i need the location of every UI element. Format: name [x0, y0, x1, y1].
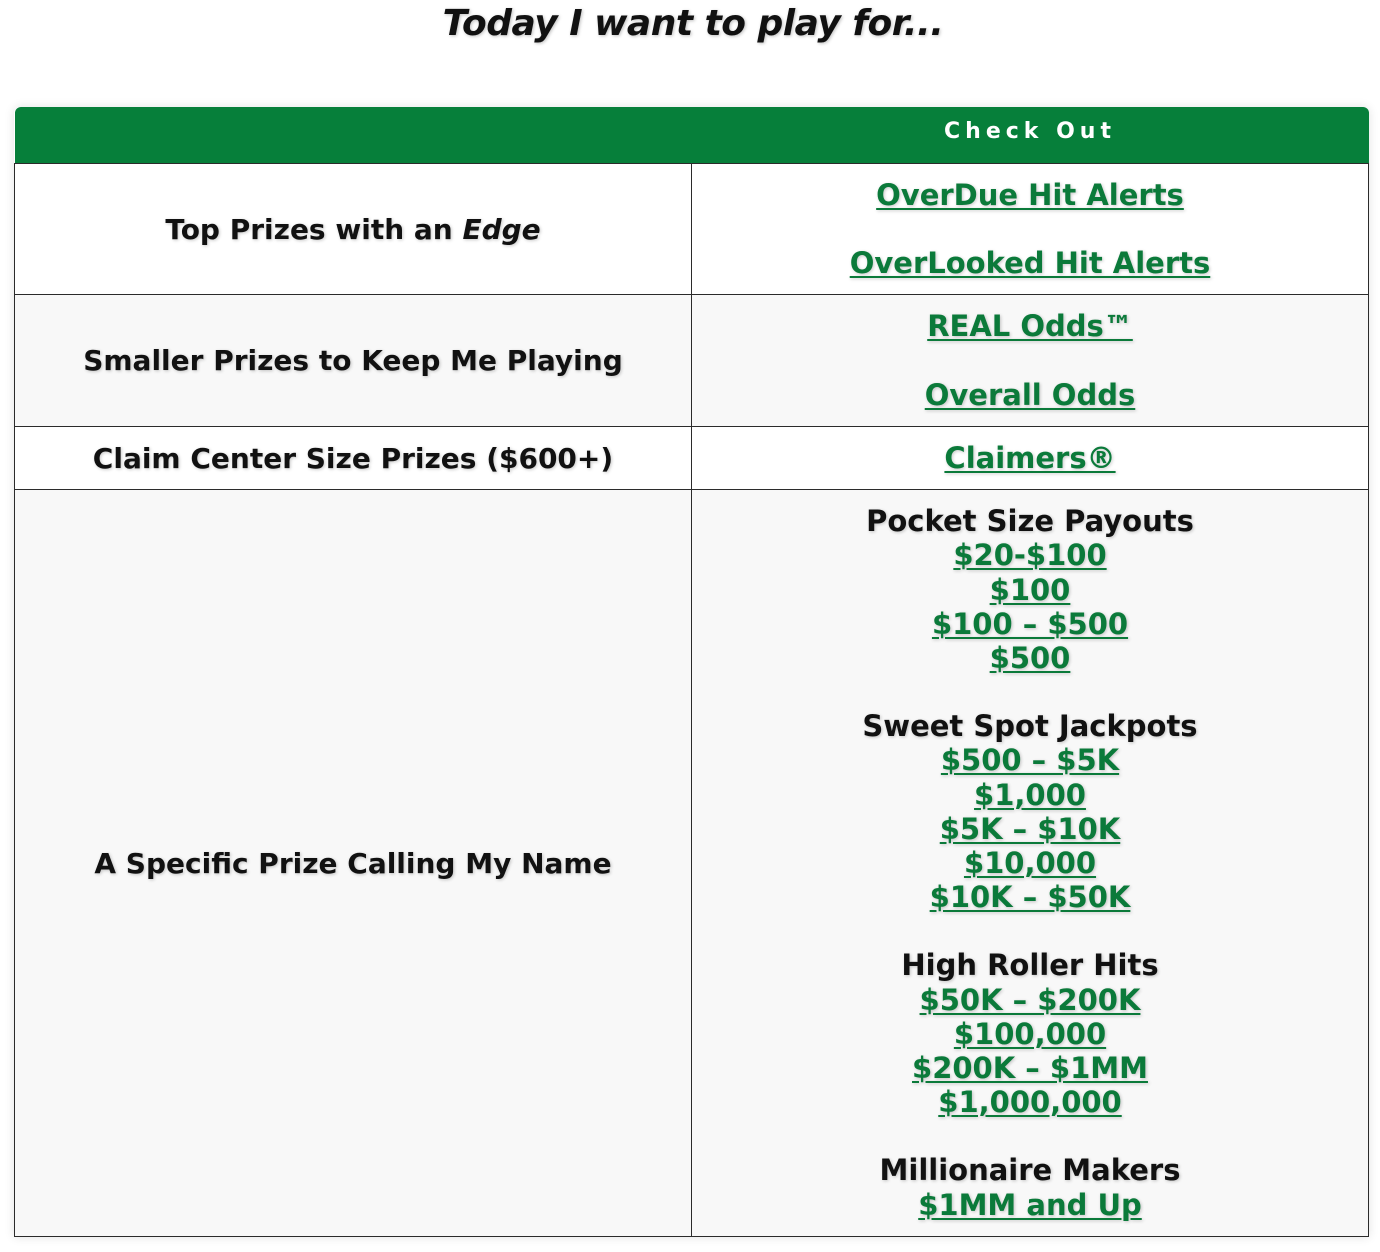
- header-check-out-label: Check Out: [944, 118, 1116, 144]
- link-50k-200k[interactable]: $50K – $200K: [919, 982, 1141, 1017]
- row-label-claim-center: Claim Center Size Prizes ($600+): [15, 427, 692, 490]
- table-row: [15, 427, 1369, 490]
- link-1000[interactable]: $1,000: [974, 777, 1086, 812]
- link-100[interactable]: $100: [989, 572, 1071, 607]
- row-links-smaller-prizes: [692, 295, 1369, 427]
- edge-emphasis: Edge: [462, 212, 541, 246]
- row-label-smaller-prizes: Smaller Prizes to Keep Me Playing: [15, 295, 692, 427]
- row-label-top-prizes: Top Prizes with an Edge: [15, 164, 692, 295]
- row-links-specific-prize: [692, 490, 1369, 1237]
- table-row: [15, 164, 1369, 295]
- prize-table: [14, 107, 1369, 1237]
- table-header-row: [15, 107, 1369, 164]
- group-title-millionaire: Millionaire Makers: [879, 1153, 1181, 1188]
- link-10000[interactable]: $10,000: [963, 846, 1097, 880]
- link-claimers[interactable]: Claimers®: [944, 440, 1116, 475]
- table-row: [15, 295, 1369, 427]
- row-links-top-prizes: [692, 164, 1369, 295]
- table-row: [15, 490, 1369, 1237]
- row-label-specific-prize: A Specific Prize Calling My Name: [15, 490, 692, 1237]
- group-title-sweet-spot: Sweet Spot Jackpots: [862, 709, 1198, 744]
- link-overall-odds[interactable]: Overall Odds: [924, 377, 1136, 412]
- link-200k-1mm[interactable]: $200K – $1MM: [912, 1051, 1148, 1086]
- link-500-5k[interactable]: $500 – $5K: [940, 743, 1120, 778]
- group-title-pocket-size: Pocket Size Payouts: [866, 504, 1194, 539]
- link-100000[interactable]: $100,000: [953, 1016, 1107, 1051]
- link-1mm-and-up[interactable]: $1MM and Up: [918, 1187, 1142, 1222]
- row-links-claim-center: [692, 427, 1369, 490]
- link-overdue-hit-alerts[interactable]: OverDue Hit Alerts: [876, 177, 1184, 212]
- link-10k-50k[interactable]: $10K – $50K: [929, 880, 1131, 915]
- link-500[interactable]: $500: [989, 640, 1071, 675]
- header-check-out: [692, 107, 1369, 164]
- link-5k-10k[interactable]: $5K – $10K: [939, 811, 1121, 846]
- link-real-odds[interactable]: REAL Odds™: [927, 309, 1133, 344]
- header-left-cell: [15, 107, 692, 164]
- group-title-high-roller: High Roller Hits: [901, 948, 1159, 983]
- link-1000000[interactable]: $1,000,000: [938, 1085, 1122, 1120]
- link-20-100[interactable]: $20-$100: [953, 538, 1107, 573]
- page-title: Today I want to play for...: [442, 3, 944, 44]
- link-100-500[interactable]: $100 – $500: [931, 606, 1129, 641]
- link-overlooked-hit-alerts[interactable]: OverLooked Hit Alerts: [849, 246, 1211, 280]
